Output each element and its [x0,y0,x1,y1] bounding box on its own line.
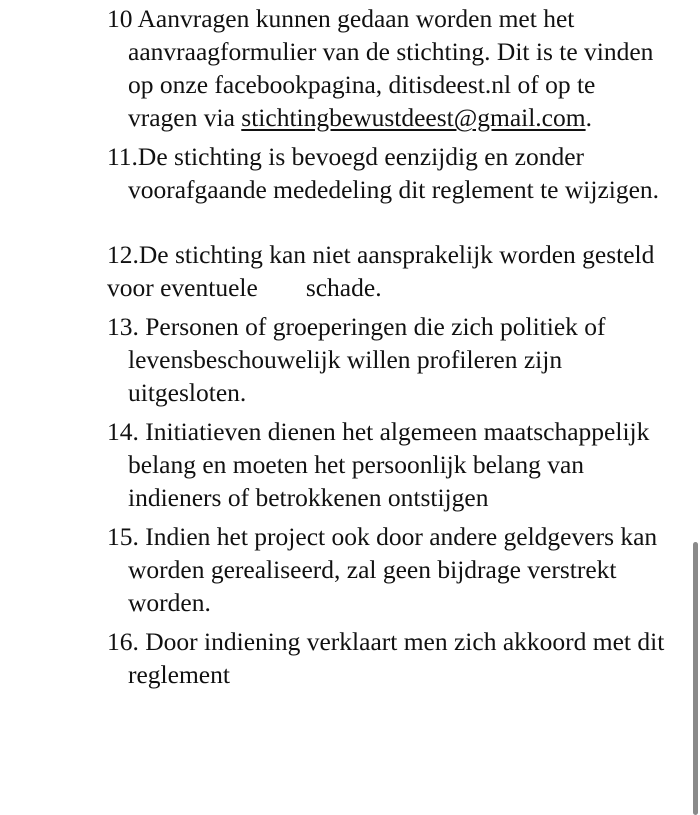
rule-12-text-end: schade. [305,273,382,302]
rule-12-text: 12.De stichting kan niet aansprakelijk worden gesteld voor eventuele [107,240,655,302]
rule-11: 11.De stichting is bevoegd eenzijdig en zonder voorafgaande mededeling dit reglement te wijzigen. [107,142,660,204]
rule-10 [107,2,667,134]
rule-16: 16. Door indiening verklaart men zich akkoord met dit reglement [107,627,665,689]
rule-10-text: 10 Aanvragen kunnen gedaan worden met het aanvraagformulier van de stichting. Dit is te vinden op onze facebookpagina, ditisdeest.nl of op te vragen via [107,4,654,132]
regulations-document [107,2,667,697]
rule-14: 14. Initiatieven dienen het algemeen maatschappelijk belang en moeten het persoonlijk belang van indieners of betrokkenen ontstijgen [107,417,650,512]
rule-10-period: . [585,103,592,132]
rule-12 [107,238,667,304]
rule-15: 15. Indien het project ook door andere geldgevers kan worden gerealiseerd, zal geen bijdrage verstrekt worden. [107,522,658,617]
rule-13: 13. Personen of groeperingen die zich politiek of levensbeschouwelijk willen profileren zijn uitgesloten. [107,312,606,407]
contact-email-link[interactable]: stichtingbewustdeest@gmail.com [241,103,586,132]
vertical-scrollbar[interactable] [693,542,698,815]
